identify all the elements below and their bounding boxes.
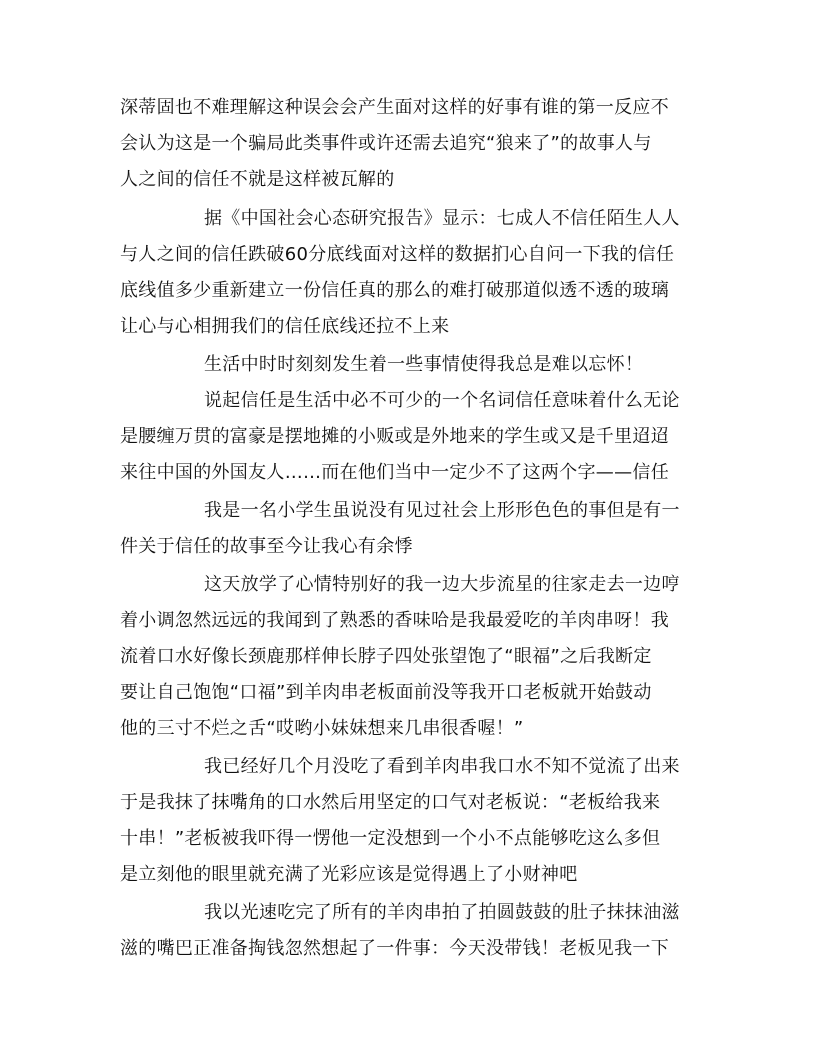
- text-line: 人之间的信任不就是这样被瓦解的: [120, 169, 395, 190]
- paragraph-first-line: 我是一名小学生虽说没有见过社会上形形色色的事但是有一: [204, 500, 680, 521]
- text-line: 让心与心相拥我们的信任底线还拉不上来: [120, 316, 450, 337]
- text-line: 滋的嘴巴正准备掏钱忽然想起了一件事：今天没带钱！老板见我一下: [120, 938, 669, 959]
- paragraph-first-line: 说起信任是生活中必不可少的一个名词信任意味着什么无论: [204, 390, 680, 411]
- text-line: 件关于信任的故事至今让我心有余悸: [120, 536, 413, 557]
- text-line: 要让自己饱饱“口福”到羊肉串老板面前没等我开口老板就开始鼓动: [120, 682, 652, 703]
- paragraph-first-line: 我已经好几个月没吃了看到羊肉串我口水不知不觉流了出来: [204, 756, 680, 777]
- paragraph-first-line: 据《中国社会心态研究报告》显示：七成人不信任陌生人人: [204, 208, 680, 229]
- text-line: 是腰缠万贯的富豪是摆地摊的小贩或是外地来的学生或又是千里迢迢: [120, 426, 669, 447]
- text-line: 会认为这是一个骗局此类事件或许还需去追究“狼来了”的故事人与: [120, 133, 652, 154]
- text-line: 来往中国的外国友人……而在他们当中一定少不了这两个字——信任: [120, 462, 669, 483]
- text-line: 于是我抹了抹嘴角的口水然后用坚定的口气对老板说：“老板给我来: [120, 792, 661, 813]
- text-line: 着小调忽然远远的我闻到了熟悉的香味哈是我最爱吃的羊肉串呀！我: [120, 610, 669, 631]
- text-line: 是立刻他的眼里就充满了光彩应该是觉得遇上了小财神吧: [120, 864, 578, 885]
- paragraph-first-line: 我以光速吃完了所有的羊肉串拍了拍圆鼓鼓的肚子抹抹油滋: [204, 902, 680, 923]
- text-line: 他的三寸不烂之舌“哎哟小妹妹想来几串很香喔！”: [120, 718, 524, 739]
- text-line: 深蒂固也不难理解这种误会会产生面对这样的好事有谁的第一反应不: [120, 97, 669, 118]
- text-line: 十串！”老板被我吓得一愣他一定没想到一个小不点能够吃这么多但: [120, 828, 661, 849]
- text-line: 与人之间的信任跌破60分底线面对这样的数据扪心自问一下我的信任: [120, 244, 675, 265]
- paragraph-first-line: 这天放学了心情特别好的我一边大步流星的往家走去一边哼: [204, 574, 680, 595]
- text-line: 流着口水好像长颈鹿那样伸长脖子四处张望饱了“眼福”之后我断定: [120, 646, 652, 667]
- paragraph-first-line: 生活中时时刻刻发生着一些事情使得我总是难以忘怀！: [204, 354, 644, 375]
- text-line: 底线值多少重新建立一份信任真的那么的难打破那道似透不透的玻璃: [120, 280, 669, 301]
